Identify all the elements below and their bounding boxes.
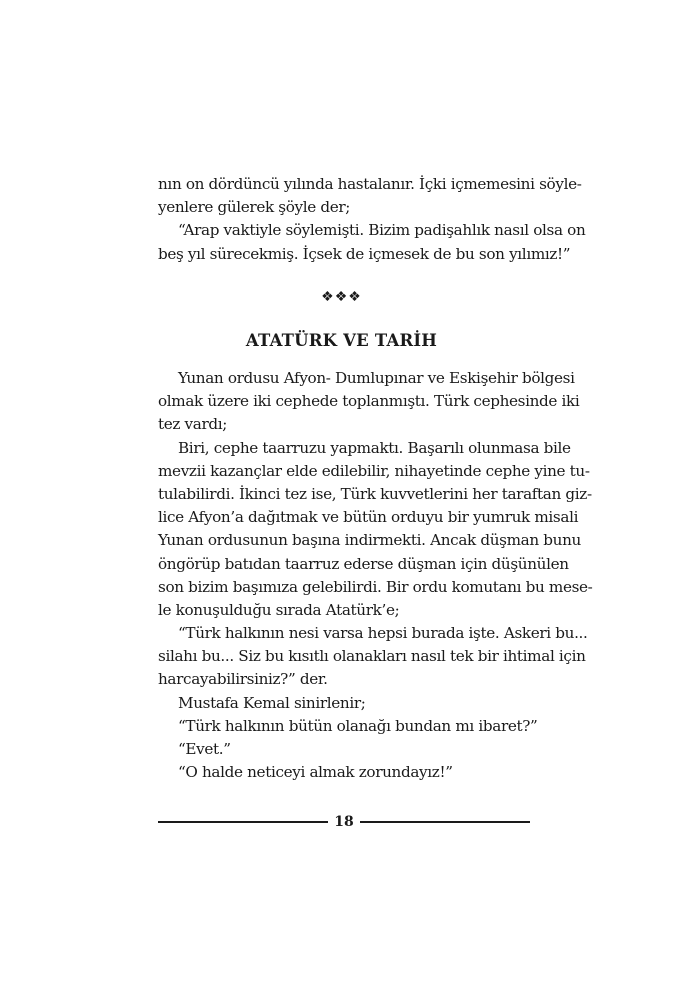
text-line: “O halde neticeyi almak zorundayız!” [178, 763, 453, 782]
page-number: 18 [334, 814, 354, 830]
section-heading: ATATÜRK VE TARİH [245, 331, 438, 350]
text-line: harcayabilirsiniz?” der. [158, 670, 328, 689]
paragraph-block-top [158, 173, 586, 266]
text-line: “Arap vaktiyle söylemişti. Bizim padişahlık nasıl olsa on [178, 221, 586, 240]
page-footer [158, 812, 530, 832]
text-line: olmak üzere iki cephede toplanmıştı. Türk cephesinde iki [158, 392, 580, 411]
paragraph-block-main [158, 367, 593, 784]
text-line: tez vardı; [158, 415, 228, 434]
section-ornament: ❖❖❖ [321, 289, 362, 305]
text-line: son bizim başımıza gelebilirdi. Bir ordu komutanı bu mese- [158, 577, 593, 596]
text-line: tulabilirdi. İkinci tez ise, Türk kuvvetlerini her taraftan giz- [158, 484, 592, 503]
text-line: öngörüp batıdan taarruz ederse düşman için düşünülen [158, 554, 569, 573]
text-line: “Türk halkının bütün olanağı bundan mı ibaret?” [178, 716, 538, 735]
text-line: lice Afyon’a dağıtmak ve bütün orduyu bir yumruk misali [158, 508, 579, 527]
text-line: mevzii kazançlar elde edilebilir, nihayetinde cephe yine tu- [158, 461, 590, 480]
text-line: silahı bu... Siz bu kısıtlı olanakları nasıl tek bir ihtimal için [158, 647, 586, 666]
text-line: Biri, cephe taarruzu yapmaktı. Başarılı olunmasa bile [178, 438, 571, 457]
text-line: Yunan ordusunun başına indirmekti. Ancak düşman bunu [158, 531, 581, 550]
text-line: “Türk halkının nesi varsa hepsi burada işte. Askeri bu... [178, 624, 588, 643]
text-line: Mustafa Kemal sinirlenir; [178, 693, 366, 712]
text-line: “Evet.” [178, 740, 231, 758]
text-line: le konuşulduğu sırada Atatürk’e; [158, 600, 400, 619]
footer-rule-right [360, 821, 530, 823]
text-line: Yunan ordusu Afyon- Dumlupınar ve Eskişehir bölgesi [178, 369, 575, 387]
text-line: beş yıl sürecekmiş. İçsek de içmesek de bu son yılımız!” [158, 244, 571, 263]
text-line: nın on dördüncü yılında hastalanır. İçki içmemesini söyle- [158, 175, 582, 193]
text-line: yenlere gülerek şöyle der; [158, 198, 351, 217]
